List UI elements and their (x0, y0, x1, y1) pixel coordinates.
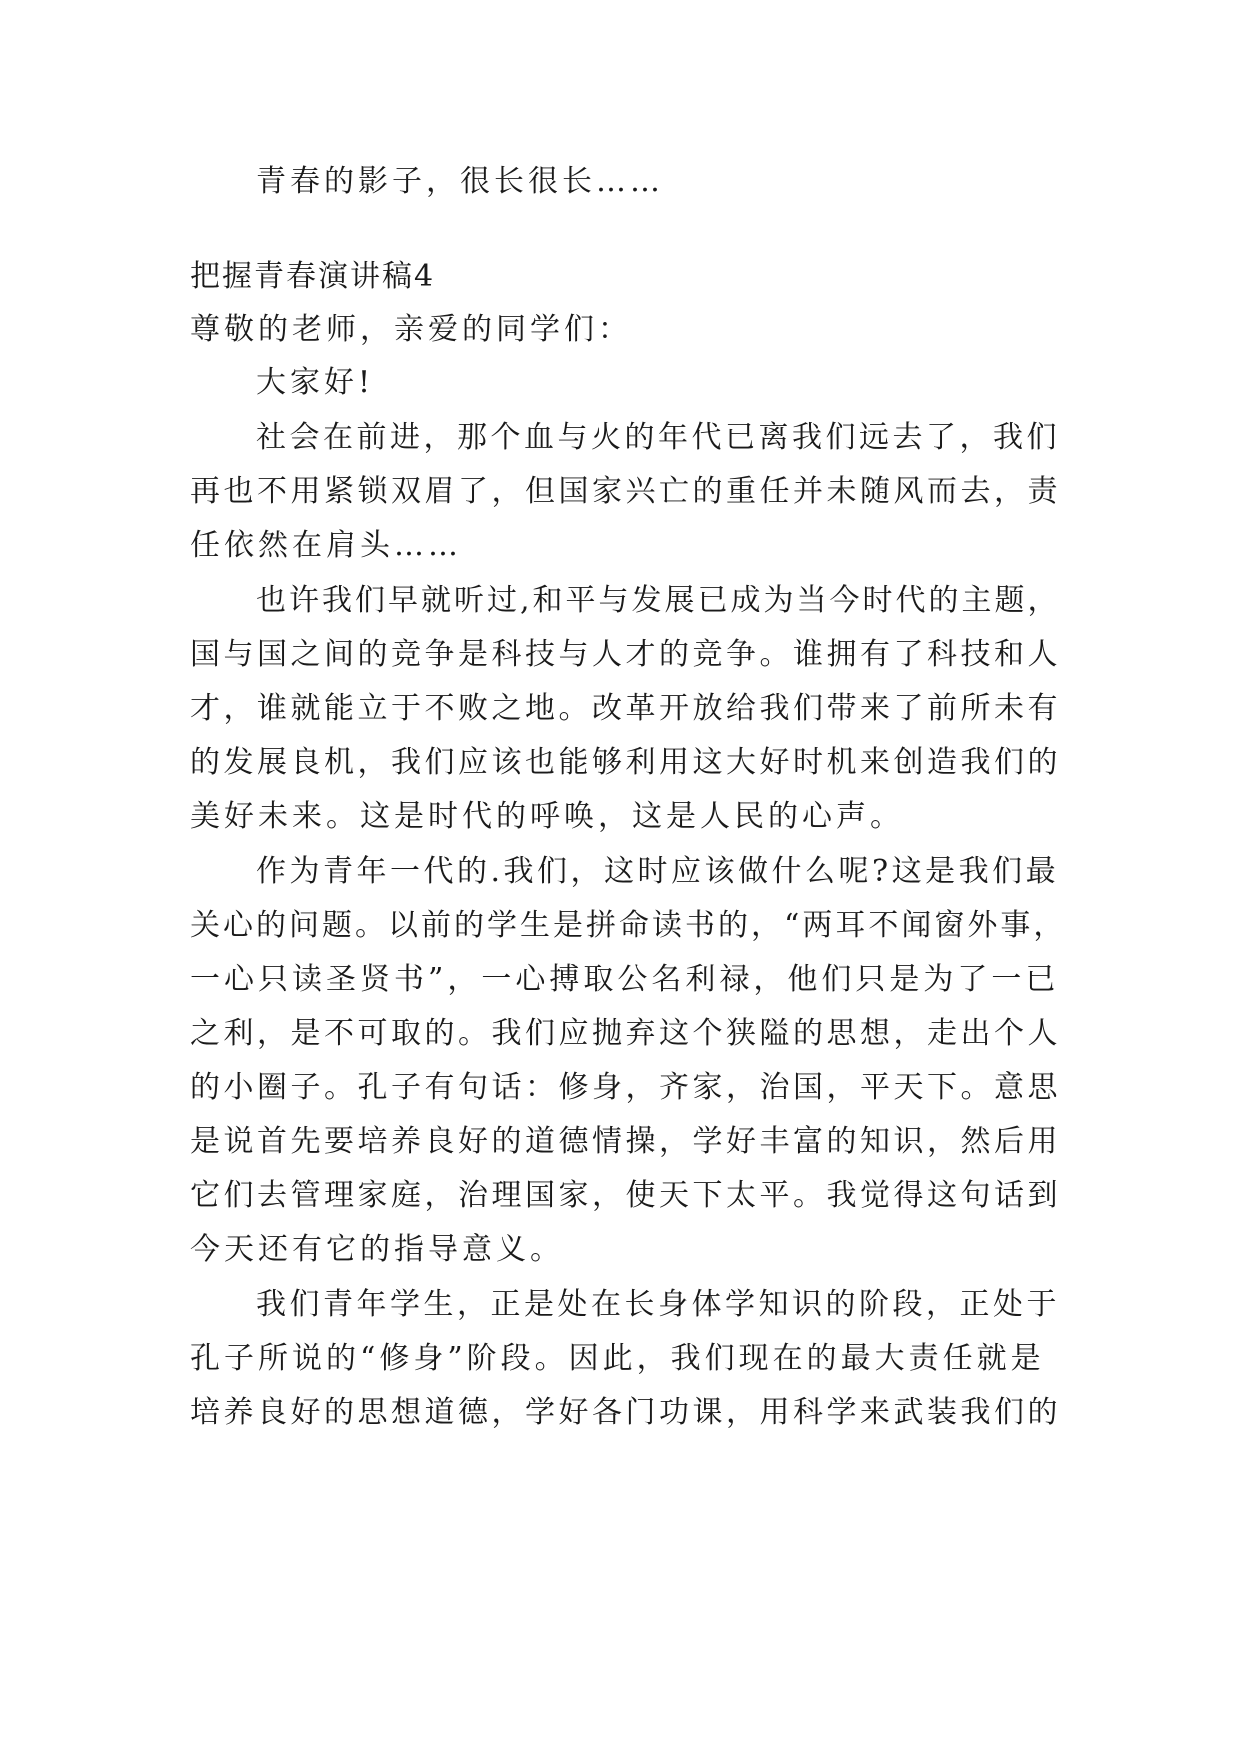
salutation: 尊敬的老师，亲爱的同学们： (190, 312, 632, 347)
paragraph-line: 之利，是不可取的。我们应抛弃这个狭隘的思想，走出个人 (190, 1016, 1061, 1051)
paragraph-line: 今天还有它的指导意义。 (190, 1232, 564, 1267)
paragraph-line: 培养良好的思想道德，学好各门功课，用科学来武装我们的 (190, 1395, 1061, 1430)
paragraph-line: 国与国之间的竞争是科技与人才的竞争。谁拥有了科技和人 (190, 637, 1061, 672)
greeting: 大家好! (256, 365, 375, 400)
previous-section-closing-line: 青春的影子，很长很长…… (256, 164, 664, 199)
paragraph-line: 社会在前进，那个血与火的年代已离我们远去了，我们 (256, 420, 1060, 455)
paragraph-line: 的小圈子。孔子有句话：修身，齐家，治国，平天下。意思 (190, 1070, 1061, 1105)
paragraph-line: 关心的问题。以前的学生是拼命读书的，“两耳不闻窗外事， (190, 908, 1067, 943)
paragraph-line: 任依然在肩头…… (190, 528, 462, 563)
paragraph-line: 是说首先要培养良好的道德情操，学好丰富的知识，然后用 (190, 1124, 1061, 1159)
paragraph-line: 一心只读圣贤书”，一心搏取公名利禄，他们只是为了一已 (190, 962, 1060, 997)
paragraph-line: 也许我们早就听过,和平与发展已成为当今时代的主题， (256, 583, 1061, 618)
paragraph-line: 才，谁就能立于不败之地。改革开放给我们带来了前所未有 (190, 691, 1061, 726)
speech-title: 把握青春演讲稿4 (190, 259, 436, 294)
paragraph-line: 孔子所说的“修身”阶段。因此，我们现在的最大责任就是 (190, 1341, 1045, 1376)
paragraph-line: 美好未来。这是时代的呼唤，这是人民的心声。 (190, 799, 904, 834)
paragraph-line: 我们青年学生，正是处在长身体学知识的阶段，正处于 (256, 1287, 1060, 1322)
paragraph-line: 再也不用紧锁双眉了，但国家兴亡的重任并未随风而去，责 (190, 474, 1061, 509)
paragraph-line: 的发展良机，我们应该也能够利用这大好时机来创造我们的 (190, 745, 1061, 780)
paragraph-line: 它们去管理家庭，治理国家，使天下太平。我觉得这句话到 (190, 1178, 1061, 1213)
paragraph-line: 作为青年一代的.我们，这时应该做什么呢?这是我们最 (256, 854, 1060, 889)
